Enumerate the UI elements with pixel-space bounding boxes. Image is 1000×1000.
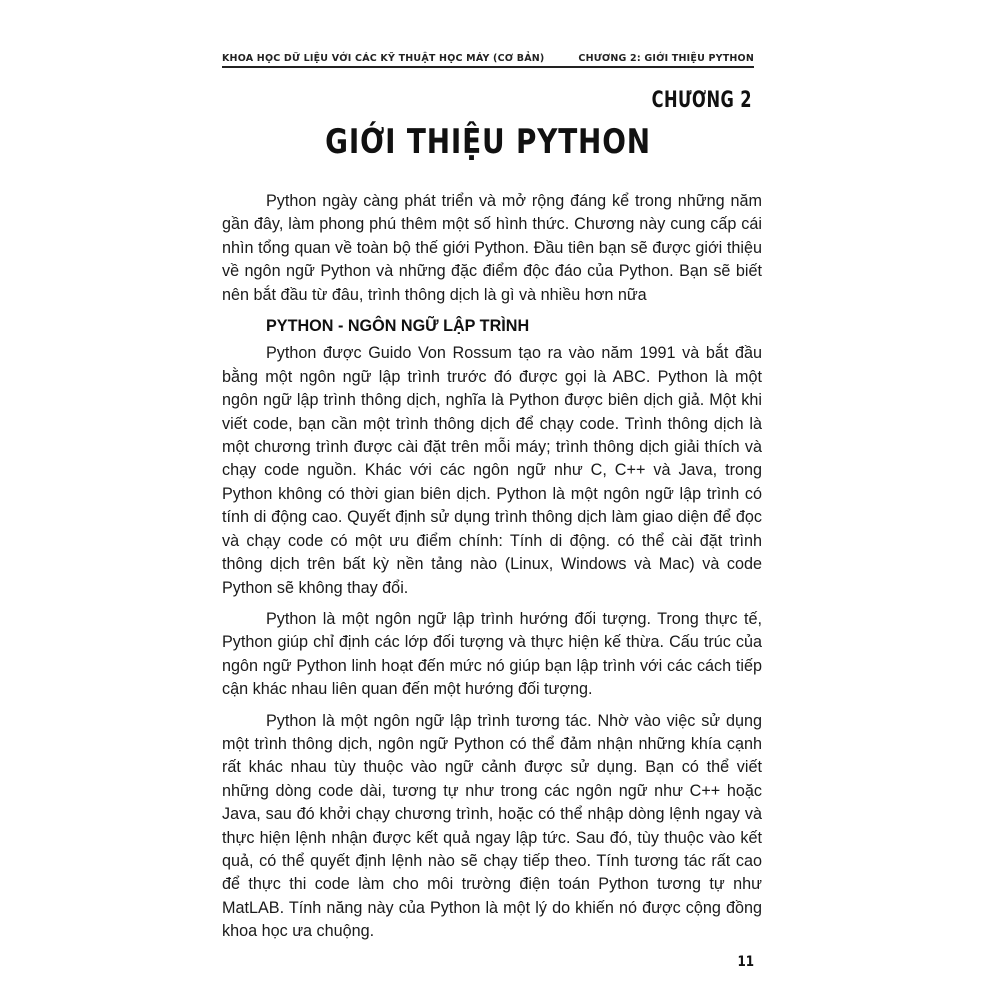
- intro-paragraph: Python ngày càng phát triển và mở rộng đáng kể trong những năm gần đây, làm phong phú thêm một số hình thức. Chương này cung cấp cái nhìn tổng quan về toàn bộ thế giới Python. Đầu tiên bạn sẽ được giới thiệu về ngôn ngữ Python và những đặc điểm độc đáo của Python. Bạn sẽ biết nên bắt đầu từ đâu, trình thông dịch là gì và nhiều hơn nữa: [222, 192, 762, 304]
- page-number: 11: [737, 954, 754, 970]
- chapter-title: GIỚI THIỆU PYTHON: [325, 122, 651, 162]
- paragraph-2: Python là một ngôn ngữ lập trình hướng đối tượng. Trong thực tế, Python giúp chỉ định các lớp đối tượng và thực hiện kế thừa. Cấu trúc của ngôn ngữ Python linh hoạt đến mức nó giúp bạn lập trình với các cách tiếp cận khác nhau liên quan đến một hướng đối tượng.: [222, 609, 762, 699]
- header-rule: [222, 66, 754, 68]
- chapter-label: CHƯƠNG 2: [651, 88, 752, 113]
- section-heading: PYTHON - NGÔN NGỮ LẬP TRÌNH: [266, 317, 530, 336]
- running-header: [222, 46, 754, 64]
- body-text: [222, 190, 762, 952]
- running-header-book-title: KHOA HỌC DỮ LIỆU VỚI CÁC KỸ THUẬT HỌC MÁY (CƠ BẢN): [222, 53, 545, 64]
- paragraph-3: Python là một ngôn ngữ lập trình tương tác. Nhờ vào việc sử dụng một trình thông dịch, ngôn ngữ Python có thể đảm nhận những khía cạnh rất khác nhau tùy thuộc vào ngữ cảnh được sử dụng. Bạn có thể viết những dòng code dài, tương tự như trong các ngôn ngữ như C++ hoặc Java, sau đó khởi chạy chương trình, hoặc có thể nhập dòng lệnh ngay và thực hiện lệnh nhận được kết quả ngay lập tức. Sau đó, tùy thuộc vào kết quả, có thể quyết định lệnh nào sẽ chạy tiếp theo. Tính tương tác rất cao để thực thi code làm cho môi trường điện toán Python tương tự như MatLAB. Tính năng này của Python là một lý do khiến nó được cộng đồng khoa học ưa chuộng.: [222, 711, 762, 941]
- running-header-chapter: CHƯƠNG 2: GIỚI THIỆU PYTHON: [578, 53, 754, 64]
- paragraph-1: Python được Guido Von Rossum tạo ra vào năm 1991 và bắt đầu bằng một ngôn ngữ lập trình trước đó được gọi là ABC. Python là một ngôn ngữ lập trình thông dịch, nghĩa là Python được biên dịch giả. Một khi viết code, bạn cần một trình thông dịch để chạy code. Trình thông dịch là một chương trình được cài đặt trên mỗi máy; trình thông dịch giải thích và chạy code nguồn. Khác với các ngôn ngữ như C, C++ và Java, trong Python không có thời gian biên dịch. Python là một ngôn ngữ lập trình có tính di động cao. Quyết định sử dụng trình thông dịch làm giao diện để đọc và chạy code có một ưu điểm chính: Tính di động. có thể cài đặt trình thông dịch trên bất kỳ nền tảng nào (Linux, Windows và Mac) và code Python sẽ không thay đổi.: [222, 344, 762, 597]
